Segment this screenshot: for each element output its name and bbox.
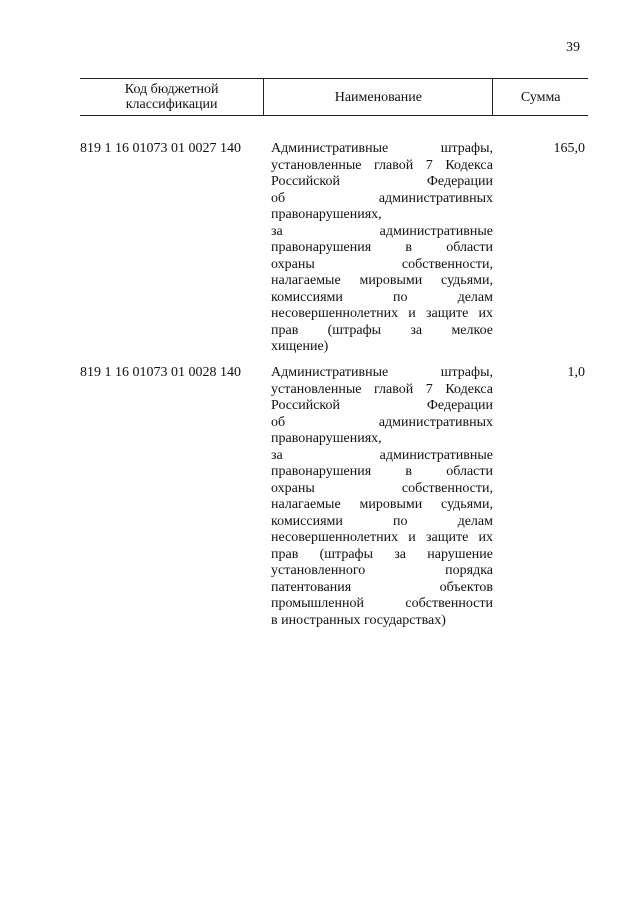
row-code: 819 1 16 01073 01 0028 140 (80, 365, 241, 380)
header-code (80, 79, 264, 115)
row-name-line: Административные штрафы, (271, 365, 493, 380)
row-name-line: правонарушения в области (271, 240, 493, 255)
row-name-line: налагаемые мировыми судьями, (271, 497, 493, 512)
header-name: Наименование (264, 79, 493, 115)
row-name-line: охраны собственности, (271, 256, 493, 272)
row-sum: 1,0 (567, 365, 585, 380)
row-name-line: комиссиями по делам (271, 289, 493, 305)
row-code: 819 1 16 01073 01 0027 140 (80, 141, 241, 156)
row-name-line: установленные главой 7 Кодекса (271, 157, 493, 173)
row-sum: 165,0 (553, 141, 585, 156)
row-name-line: за административные (271, 447, 493, 463)
row-name-line: несовершеннолетних и защите их (271, 530, 493, 545)
row-name-line: за административные (271, 223, 493, 239)
row-name-line: правонарушения в области (271, 464, 493, 479)
row-name-line: установленные главой 7 Кодекса (271, 381, 493, 397)
row-name-line: охраны собственности, (271, 480, 493, 496)
row-name-line: прав (штрафы за нарушение (271, 546, 493, 562)
row-name-line: об административных (271, 414, 493, 430)
row-name-line: хищение) (271, 339, 329, 354)
row-name-line: об административных (271, 190, 493, 206)
header-sum: Сумма (520, 89, 561, 105)
row-name-line: комиссиями по делам (271, 513, 493, 529)
page-number: 39 (566, 40, 580, 55)
row-name-line: налагаемые мировыми судьями, (271, 273, 493, 288)
row-name-line: Административные штрафы, (271, 141, 493, 156)
table-header (80, 78, 588, 116)
row-name-line: Российской Федерации (271, 398, 493, 413)
header-code-line-2: классификации (125, 97, 218, 112)
row-name (271, 365, 493, 629)
row-name-line: установленного порядка (271, 563, 493, 578)
row-name-line: несовершеннолетних и защите их (271, 306, 493, 321)
row-name-line: правонарушениях, (271, 431, 382, 446)
row-name-line: промышленной собственности (271, 596, 493, 611)
header-code-line-1: Код бюджетной (124, 82, 219, 97)
row-name-line: в иностранных государствах) (271, 612, 446, 628)
row-name-line: Российской Федерации (271, 174, 493, 189)
row-name-line: прав (штрафы за мелкое (271, 322, 493, 338)
row-name-line: патентования объектов (271, 579, 493, 595)
row-name (271, 141, 493, 356)
row-name-line: правонарушениях, (271, 207, 382, 222)
